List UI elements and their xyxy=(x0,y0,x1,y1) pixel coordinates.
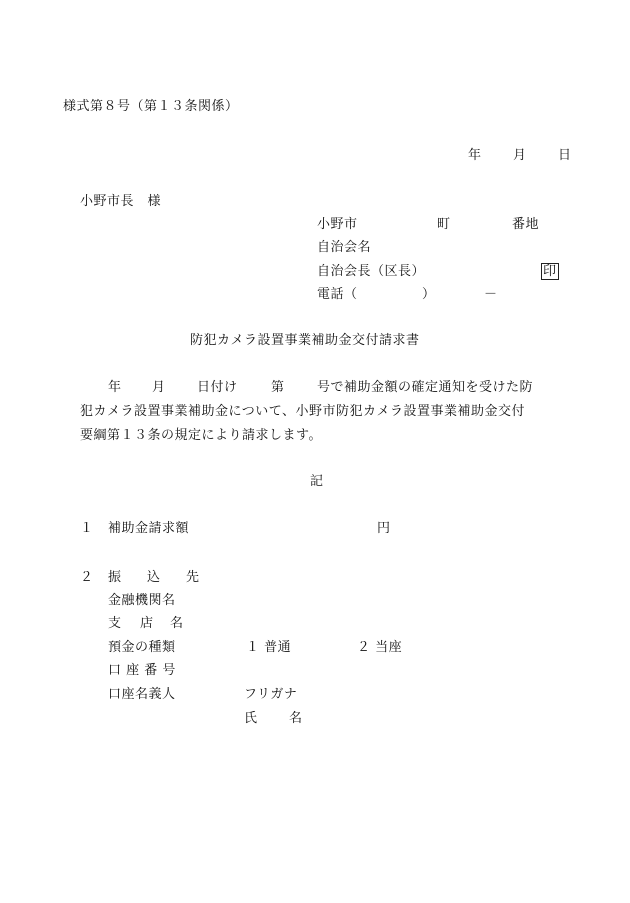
deposit-option-current: ２ 当座 xyxy=(357,640,403,655)
item1-label: 補助金請求額 xyxy=(108,521,190,536)
date-month-label: 月 xyxy=(513,148,527,163)
addressee: 小野市長 様 xyxy=(80,194,162,209)
item1-number: １ xyxy=(80,521,94,536)
item2-heading-2: 込 xyxy=(147,570,161,585)
item2-number: ２ xyxy=(80,570,94,585)
date-day-label: 日 xyxy=(558,148,572,163)
seal-stamp xyxy=(541,264,559,280)
deposit-option-ordinary: １ 普通 xyxy=(246,640,292,655)
date-year-label: 年 xyxy=(468,148,482,163)
chair-label: 自治会長（区長） xyxy=(317,264,426,279)
account-holder-label: 口座名義人 xyxy=(108,687,176,702)
seal-mark: 印 xyxy=(543,264,557,279)
body-line2: 犯カメラ設置事業補助金について、小野市防犯カメラ設置事業補助金交付 xyxy=(80,404,525,419)
phone-close: ） xyxy=(422,287,436,302)
form-number: 様式第８号（第１３条関係） xyxy=(63,99,239,114)
item1-unit: 円 xyxy=(377,521,391,536)
furigana-label: フリガナ xyxy=(244,687,298,702)
body-dai: 第 xyxy=(271,380,285,395)
holder-name-label-2: 名 xyxy=(289,711,303,726)
applicant-city: 小野市 xyxy=(317,217,358,232)
association-name-label: 自治会名 xyxy=(317,240,372,255)
branch-label-3: 名 xyxy=(170,616,184,631)
applicant-banchi: 番地 xyxy=(512,217,540,232)
item2-heading-3: 先 xyxy=(186,570,200,585)
applicant-town: 町 xyxy=(437,217,451,232)
body-dated: 日付け xyxy=(197,380,238,395)
branch-label-1: 支 xyxy=(108,616,122,631)
body-month: 月 xyxy=(152,380,166,395)
document-title: 防犯カメラ設置事業補助金交付請求書 xyxy=(190,333,420,348)
bank-name-label: 金融機関名 xyxy=(108,593,176,608)
holder-name-label-1: 氏 xyxy=(244,711,258,726)
deposit-type-label: 預金の種類 xyxy=(108,640,176,655)
branch-label-2: 店 xyxy=(140,616,154,631)
account-number-label: 口 座 番 号 xyxy=(108,663,176,678)
phone-dash: － xyxy=(484,287,498,302)
body-line3: 要綱第１３条の規定により請求します。 xyxy=(80,428,322,443)
body-year: 年 xyxy=(108,380,122,395)
item2-heading-1: 振 xyxy=(108,570,122,585)
phone-label: 電話（ xyxy=(317,287,358,302)
ki-heading: 記 xyxy=(310,474,324,489)
body-line1-rest: 号で補助金額の確定通知を受けた防 xyxy=(317,380,534,395)
